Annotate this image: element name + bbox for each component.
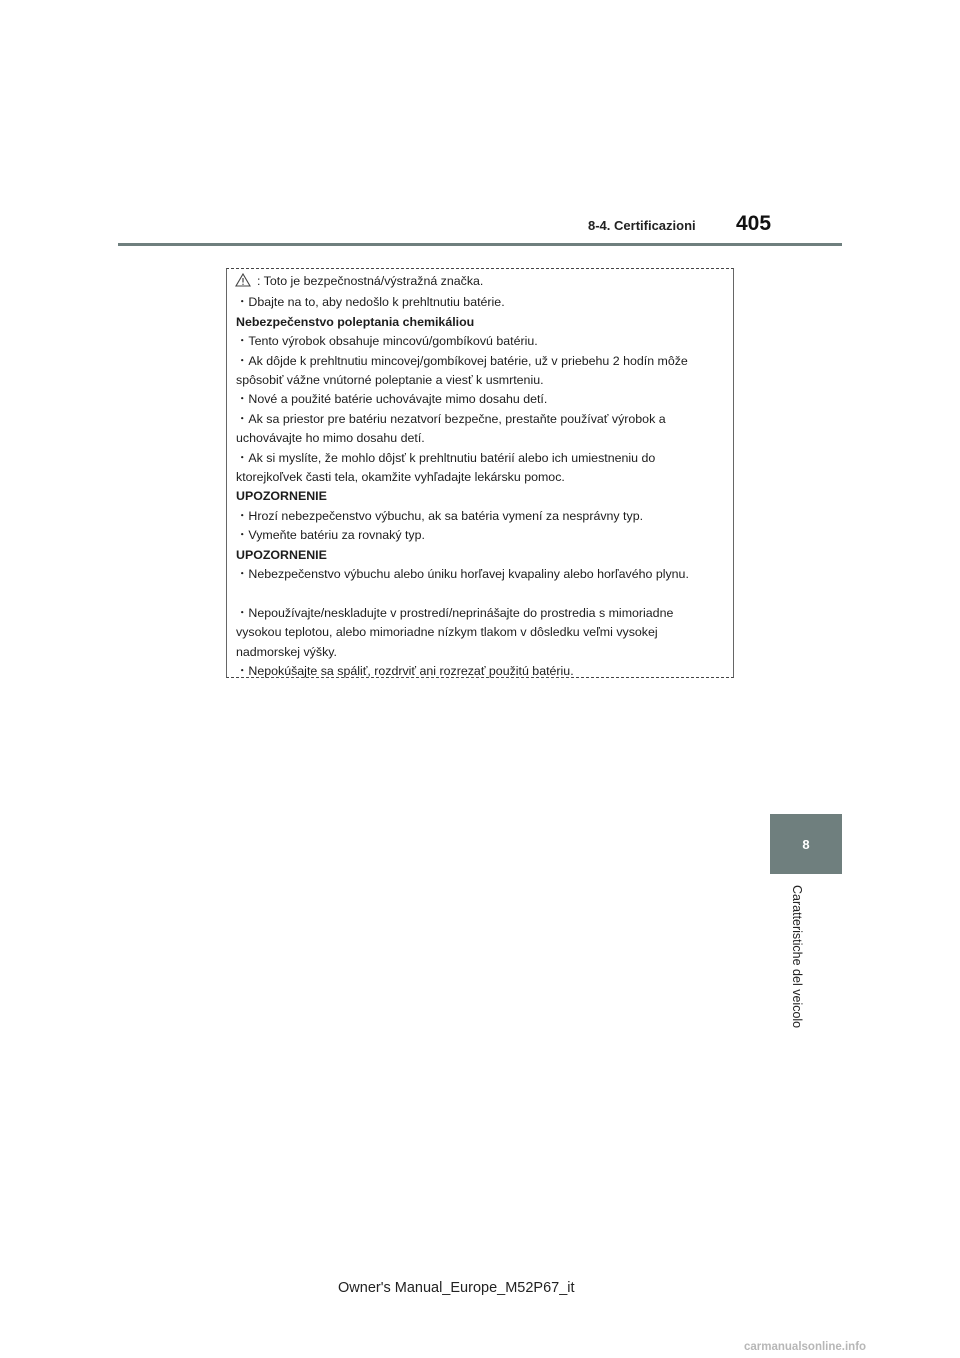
notice-line (236, 546, 726, 565)
notice-line-text: spôsobiť vážne vnútorné poleptanie a viesť k usmrteniu. (236, 373, 544, 388)
notice-line-text: ・Nepoužívajte/neskladujte v prostredí/neprinášajte do prostredia s mimoriadne (236, 605, 674, 620)
notice-line-text: ・Ak si myslíte, že mohlo dôjsť k prehltnutiu batérií alebo ich umiestneniu do (236, 450, 656, 465)
notice-line-text: ・Nové a použité batérie uchovávajte mimo dosahu detí. (236, 392, 548, 407)
notice-line (236, 507, 726, 526)
chapter-tab (770, 814, 842, 874)
watermark: carmanualsonline.info (744, 1341, 867, 1353)
notice-line-text: vysokou teplotou, alebo mimoriadne nízkym tlakom v dôsledku veľmi vysokej (236, 625, 658, 640)
notice-line (236, 332, 726, 351)
page-number: 405 (736, 212, 772, 235)
notice-line (236, 371, 726, 390)
section-title: 8-4. Certificazioni (588, 218, 696, 233)
notice-line-text: UPOZORNENIE (236, 547, 327, 562)
notice-line (236, 390, 726, 409)
battery-safety-notice (226, 268, 734, 678)
notice-line (236, 352, 726, 371)
notice-line-text: nadmorskej výšky. (236, 644, 337, 659)
manual-name: Owner's Manual_Europe_M52P67_it (338, 1280, 575, 1296)
notice-line-text: ktorejkoľvek časti tela, okamžite vyhľadajte lekársku pomoc. (236, 470, 565, 485)
header-divider (118, 243, 842, 246)
blank-line (236, 585, 726, 604)
notice-line (236, 293, 726, 312)
notice-line (236, 410, 726, 429)
notice-line-text: Nebezpečenstvo poleptania chemikáliou (236, 314, 475, 329)
notice-line-text: ・Dbajte na to, aby nedošlo k prehltnutiu batérie. (236, 295, 505, 310)
notice-line (236, 662, 726, 681)
notice-line (236, 468, 726, 487)
notice-line-text: UPOZORNENIE (236, 489, 327, 504)
notice-line (236, 449, 726, 468)
notice-line-text: ・Ak dôjde k prehltnutiu mincovej/gombíkovej batérie, už v priebehu 2 hodín môže (236, 353, 688, 368)
notice-line-text: ・Vymeňte batériu za rovnaký typ. (236, 528, 425, 543)
warning-triangle-icon (235, 273, 251, 293)
notice-line (236, 526, 726, 545)
notice-line (236, 623, 726, 642)
notice-line-text: ・Nepokúšajte sa spáliť, rozdrviť ani rozrezať použitú batériu. (236, 664, 574, 679)
notice-line (236, 429, 726, 448)
notice-line-text: uchovávajte ho mimo dosahu detí. (236, 431, 425, 446)
notice-lines (236, 272, 726, 682)
chapter-label: Caratteristiche del veicolo (790, 885, 804, 1029)
notice-line (236, 565, 726, 584)
notice-line-text: ・Tento výrobok obsahuje mincovú/gombíkovú batériu. (236, 334, 538, 349)
notice-line (236, 643, 726, 662)
notice-line-text: ・Nebezpečenstvo výbuchu alebo úniku horľavej kvapaliny alebo horľavého plynu. (236, 567, 689, 582)
notice-line-text: : Toto je bezpečnostná/výstražná značka. (257, 274, 484, 288)
notice-line (236, 313, 726, 332)
notice-line (236, 487, 726, 506)
notice-line (236, 272, 726, 293)
notice-line (236, 604, 726, 623)
notice-line-text: ・Ak sa priestor pre batériu nezatvorí bezpečne, prestaňte používať výrobok a (236, 411, 666, 426)
chapter-number: 8 (802, 836, 810, 852)
notice-line-text: ・Hrozí nebezpečenstvo výbuchu, ak sa batéria vymení za nesprávny typ. (236, 508, 644, 523)
